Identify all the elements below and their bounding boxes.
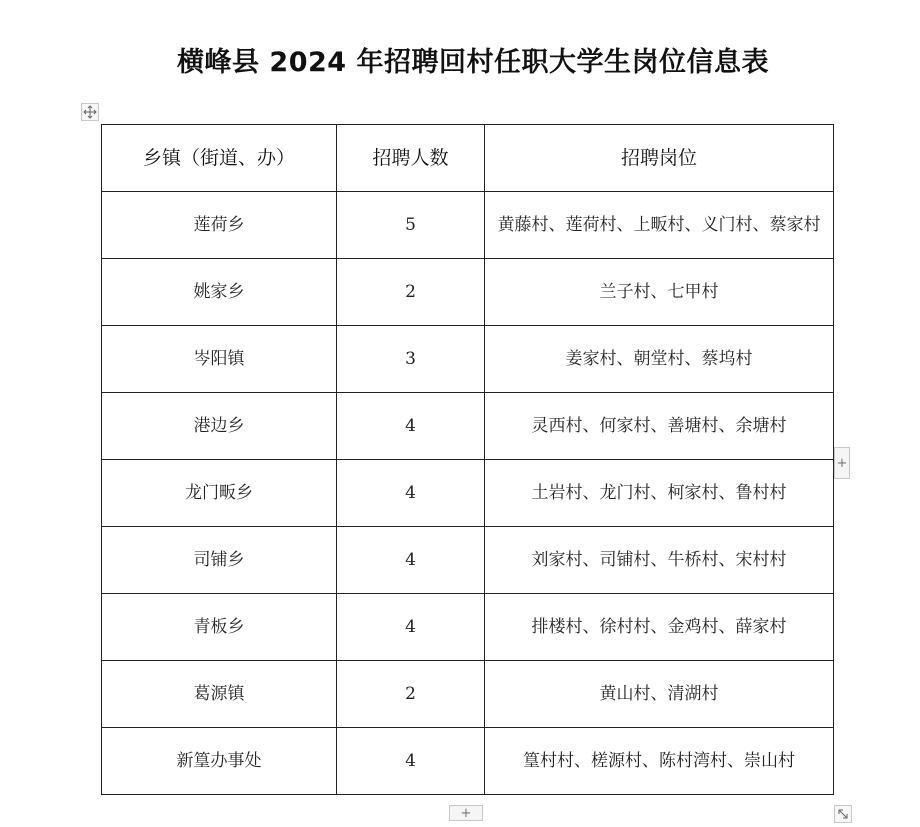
table-row <box>102 259 834 326</box>
table-row <box>102 661 834 728</box>
posts-cell[interactable]: 黄藤村、莲荷村、上畈村、义门村、蔡家村 <box>485 192 834 259</box>
table-row <box>102 460 834 527</box>
town-cell[interactable]: 新篁办事处 <box>102 728 337 795</box>
table-row <box>102 393 834 460</box>
header-count: 招聘人数 <box>337 125 485 192</box>
header-town: 乡镇（街道、办） <box>102 125 337 192</box>
posts-cell[interactable]: 刘家村、司铺村、牛桥村、宋村村 <box>485 527 834 594</box>
count-cell[interactable]: 4 <box>337 594 485 661</box>
add-column-button[interactable]: + <box>834 447 850 479</box>
resize-diagonal-icon <box>837 808 849 820</box>
count-cell[interactable]: 4 <box>337 527 485 594</box>
posts-cell[interactable]: 土岩村、龙门村、柯家村、鲁村村 <box>485 460 834 527</box>
table-header-row <box>102 125 834 192</box>
town-cell[interactable]: 姚家乡 <box>102 259 337 326</box>
count-cell[interactable]: 4 <box>337 393 485 460</box>
town-cell[interactable]: 龙门畈乡 <box>102 460 337 527</box>
count-cell[interactable]: 4 <box>337 460 485 527</box>
add-row-button[interactable]: + <box>449 805 483 821</box>
posts-cell[interactable]: 兰子村、七甲村 <box>485 259 834 326</box>
table-row <box>102 326 834 393</box>
posts-cell[interactable]: 姜家村、朝堂村、蔡坞村 <box>485 326 834 393</box>
posts-cell[interactable]: 篁村村、槎源村、陈村湾村、崇山村 <box>485 728 834 795</box>
table-row <box>102 192 834 259</box>
posts-cell[interactable]: 灵西村、何家村、善塘村、余塘村 <box>485 393 834 460</box>
document-title: 横峰县 2024 年招聘回村任职大学生岗位信息表 <box>177 47 769 78</box>
table-row <box>102 594 834 661</box>
table-row <box>102 527 834 594</box>
town-cell[interactable]: 岑阳镇 <box>102 326 337 393</box>
town-cell[interactable]: 港边乡 <box>102 393 337 460</box>
table-row <box>102 728 834 795</box>
posts-cell[interactable]: 黄山村、清湖村 <box>485 661 834 728</box>
table-resize-handle[interactable] <box>834 805 852 823</box>
count-cell[interactable]: 3 <box>337 326 485 393</box>
count-cell[interactable]: 5 <box>337 192 485 259</box>
town-cell[interactable]: 司铺乡 <box>102 527 337 594</box>
count-cell[interactable]: 4 <box>337 728 485 795</box>
table-move-handle[interactable] <box>81 103 99 121</box>
town-cell[interactable]: 葛源镇 <box>102 661 337 728</box>
town-cell[interactable]: 莲荷乡 <box>102 192 337 259</box>
count-cell[interactable]: 2 <box>337 259 485 326</box>
count-cell[interactable]: 2 <box>337 661 485 728</box>
town-cell[interactable]: 青板乡 <box>102 594 337 661</box>
header-posts: 招聘岗位 <box>485 125 834 192</box>
position-table <box>101 124 834 795</box>
move-arrows-icon <box>83 105 97 119</box>
posts-cell[interactable]: 排楼村、徐村村、金鸡村、薛家村 <box>485 594 834 661</box>
